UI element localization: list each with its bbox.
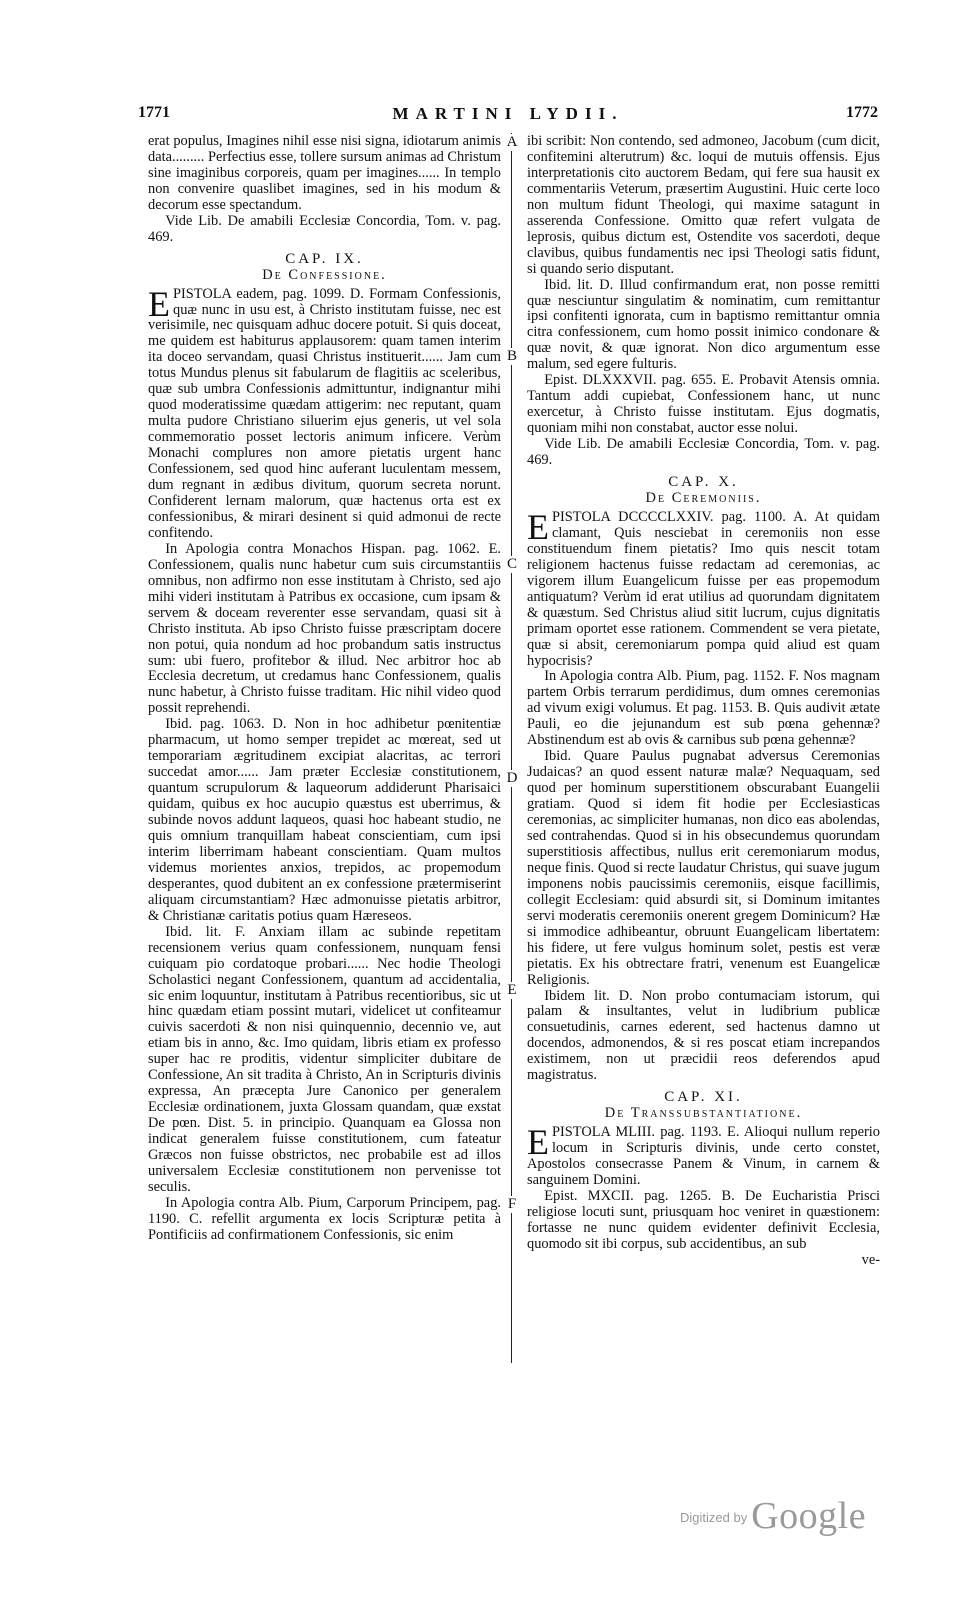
paragraph: Ibid. lit. F. Anxiam illam ac subinde repetitam recensionem verius quam confessionem, nunquam fensi cuiquam pio cordatoque probari...... Nec hodie Theologi Scholastici negant Confessionem, quantum ad accidentalia, sic enim loquuntur, institutam à Patribus recentioribus, sic ut hinc quædam etiam possint mutari, videlicet ut confiteamur cuivis sacerdoti & non nisi quinquennio, decennio ve, aut etiam bis in anno, &c. Imo quidam, libris etiam ex professo super hac re proditis, videntur simpliciter dubitare de Confessione, An sit tradita à Christo, An in Scripturis divinis expressa, An præcepta Jure Canonico per generalem Ecclesiæ ordinationem, juxta Glossam quandam, quæ exstat De pœn. Dist. 5. in principio. Quanquam ea Glossa non indicat generalem fuisse constitutionem, cum fateatur Græcos non fuisse obstrictos, nec probabile est ad illos universalem Ecclesiæ constitutionem non pervenisse tot seculis. <box>148 923 501 1195</box>
left-intro-paragraph: erat populus, Imagines nihil esse nisi signa, idiotarum animis data......... Perfectius esse, tollere sursum animas ad Christum sine imaginibus corporeis, quam per imagines...... In templo non convenire quaslibet imagines, sed in his modum & decorum esse spectandum. <box>148 133 501 213</box>
digitized-by-google-watermark <box>680 1494 866 1538</box>
chapter-heading: CAP. XI. <box>664 1089 743 1106</box>
chapter-title: De Ceremoniis. <box>645 489 762 506</box>
right-column <box>527 134 880 1269</box>
paragraph: Epist. DLXXXVII. pag. 655. E. Probavit Atensis omnia. Tantum addi cupiebat, Confessionem hanc, ut nunc exercetur, à Christo fuisse institutam. Ejus dogmatis, quoniam mihi non constabat, auctor esse nolui. <box>527 372 880 437</box>
paragraph <box>527 506 880 670</box>
cross-reference-note: Vide Lib. De amabili Ecclesiæ Concordia, Tom. v. pag. 469. <box>148 212 501 245</box>
right-intro-paragraph: ibi scribit: Non contendo, sed admoneo, Jacobum (cum dicit, confitemini alterutrum) &c. loqui de mutuis offensis. Ejus interpretationis cito auctorem Bedam, qui fere sua hausit ex commentariis Veterum, præsertim Augustini. Huic certe loco non multum fidunt Theologi, qui maxime satagunt in asserenda Confessione. Omitto quæ refert vulgata de leprosis, quibus dictum est, Ostendite vos sacerdoti, deque clavibus, quibus fundamentis nec ipsi Theologi satis fidunt, si quando serio disputant. <box>527 133 880 277</box>
margin-marker-d: D <box>506 770 518 786</box>
paragraph: In Apologia contra Monachos Hispan. pag. 1062. E. Confessionem, qualis nunc habetur cum suis circumstantiis omnibus, non adfirmo non esse institutam à Christo, sed ajo mihi videri institutam à Patribus ex occasione, cum ipsam & servem & doceam reverenter esse servandam, quasi sit à Christo instituta. Ab ipso Christo fuisse præscriptam docere non potui, quia nondum ad hoc probandum satis instructus sum: ubi fuero, profitebor & illud. Nec arbitror hoc ab Ecclesia decretum, ut credamus hanc Confessionem, qualis nunc habetur, à Christo fuisse traditam. Hic nihil video quod possit reprehendi. <box>148 540 501 717</box>
paragraph-text: PISTOLA DCCCCLXXIV. pag. 1100. A. At quidam clamant, Quis nesciebat in ceremoniis non esse constituendum finem pietatis? Imo quis nescit totam religionem hactenus fuisse redactam ad ceremonias, ac vigorem illum Euangelicum fuisse per eas propemodum antiquatum? Verùm id erat utilius ad quorundam dignitatem & quæstum. Sed Christus aliud sitit lucrum, cujus dignitatis primam oportet esse rationem. Commendent se vera pietate, quæ si absit, ceremoniarum pompa quid aliud est quam hypocrisis? <box>527 508 880 669</box>
paragraph: Epist. MXCII. pag. 1265. B. De Eucharistia Prisci religiose locuti sunt, priusquam hoc veniret in quæstionem: fortasse ne nunc quidem evidenter definivit Ecclesia, quomodo sit ibi corpus, sub accidentibus, an sub <box>527 1187 880 1252</box>
catchword: ve- <box>861 1251 880 1268</box>
running-title: MARTINI LYDII. <box>392 104 624 123</box>
running-header <box>138 104 878 128</box>
paragraph <box>527 1122 880 1189</box>
paragraph: In Apologia contra Alb. Pium, Carporum Principem, pag. 1190. C. refellit argumenta ex locis Scripturæ petita à Pontificiis ad confirmationem Confessionis, sic enim <box>148 1194 501 1243</box>
chapter-heading: CAP. IX. <box>285 250 364 267</box>
digitized-by-text: Digitized by <box>680 1510 748 1525</box>
page-number-left: 1771 <box>138 104 170 121</box>
drop-cap: E <box>527 506 549 547</box>
cross-reference-note: Vide Lib. De amabili Ecclesiæ Concordia, Tom. v. pag. 469. <box>527 436 880 469</box>
margin-marker-b: B <box>506 348 517 364</box>
chapter-heading: CAP. X. <box>668 474 739 491</box>
column-divider <box>511 133 512 1363</box>
paragraph: Ibidem lit. D. Non probo contumaciam istorum, qui palam & insultantes, velut in ludibrium publicæ consuetudinis, carnes ederent, sed hactenus damno ut docendos, admonendos, & si res poscat etiam increpandos existimem, non ut præcidii reos deferendos apud magistratus. <box>527 987 880 1084</box>
margin-marker-f: F <box>505 1196 519 1213</box>
paragraph: Ibid. Quare Paulus pugnabat adversus Ceremonias Judaicas? an quod essent naturæ malæ? Nequaquam, sed quod per hominum superstitionem obscurabant Euangelii gratiam. Quod si idem fit hodie per Ecclesiasticas ceremonias, ac simpliciter humanas, non dico eas abolendas, sed contrahendas. Quod si in his obsecundemus quorundam superstitiosis affectibus, nullus erit ceremoniarum modus, neque finis. Quod si recte laudatur Christus, qui suave jugum imponens nobis paucissimis ceremoniis, eisque facillimis, collegit Ecclesiam: quid absurdi sit, si Dominum imitantes servi moderatis ceremoniis onerent gregem Dominicum? Hæ si immodice adhibeantur, obruunt Euangelicam libertatem: his fidere, ut fere vulgus hominum solet, pestis est veræ pietatis. Ex his obtrectare fratri, venenum est Euangelicæ Religionis. <box>527 748 880 988</box>
left-column <box>148 134 501 1244</box>
paragraph <box>148 283 501 542</box>
paragraph: In Apologia contra Alb. Pium, pag. 1152. F. Nos magnam partem Orbis terrarum perdidimus, dum omnes ceremonias ad vivum exigi volumus. Et pag. 1153. B. Quis audivit ætate Pauli, eo die jejunandum est sub pœna gehennæ? Abstinendum est ab ovis & carnibus sub pœna gehennæ? <box>527 668 880 749</box>
google-logo: Google <box>751 1495 867 1537</box>
page-number-right: 1772 <box>846 104 878 121</box>
margin-marker-c: C <box>506 556 517 572</box>
drop-cap: E <box>148 283 170 324</box>
chapter-title: De Confessione. <box>262 266 387 283</box>
paragraph-text: PISTOLA eadem, pag. 1099. D. Formam Confessionis, quæ nunc in usu est, à Christo institutam fuisse, nec est verisimile, nec quisquam adhuc docere potuit. Si quis doceat, me quidem est habiturus applausorem: quam tamen interim ita doceo servandam, quasi Christus instituerit...... Jam cum totus Mundus plenus sit fabularum de flagitiis ac sceleribus, quæ sub umbra Confessionis admittuntur, indignantur mihi quod moderatissime quædam attigerim: nec reputant, quam multa pudore Christiano siluerim ejus generis, ut vel sola commemoratio posset lectoris animum inficere. Verùm Monachi complures non amore pietatis urgent hanc Confessionem, sed quod hinc auferant luculentam messem, dum regnant in ædibus divitum, quorum secreta norunt. Confiderent lernam malorum, quæ hactenus orta est ex confessionibus, & mirari desinent si quid admonui de recte confitendo. <box>148 285 501 541</box>
chapter-title: De Transsubstantiatione. <box>604 1105 803 1122</box>
paragraph-text: PISTOLA MLIII. pag. 1193. E. Alioqui nullum reperio locum in Scripturis divinis, unde certo constet, Apostolos consecrasse Panem & Vinum, in carnem & sanguinem Domini. <box>527 1124 880 1188</box>
paragraph: Ibid. pag. 1063. D. Non in hoc adhibetur pœnitentiæ pharmacum, ut homo semper trepidet ac mœreat, sed ut temporariam ægritudinem excipiat alacritas, ac terrori succedat amor...... Jam præter Ecclesiæ constitutionem, quantum scrupulorum & laqueorum addiderunt Pharisaici quidam, quibus ex hoc aucupio quæstus est uberrimus, & subinde novos addunt laqueos, quasi hoc habeant studio, ne quis omnium tranquillam habeat conscientiam, cum ipsi interim liberrimam habeant conscientiam. Quam multos videmus morientes anxios, trepidos, ac propemodum desperantes, quod dubitent an ex confessione prætermiserint aliquam circumstantiam? Hæc admonuisse pietatis arbitror, & Christianæ caritatis potius quam Hæreseos. <box>148 716 501 924</box>
margin-marker-e: E <box>505 982 519 999</box>
drop-cap: E <box>527 1122 549 1163</box>
paragraph: Ibid. lit. D. Illud confirmandum erat, non posse remitti quæ nesciuntur singulatim & nominatim, cum remittantur ipsi confitenti ignorata, cum in baptismo remittantur omnia citra confessionem, cum homo possit inimico condonare & quæ novit, & quæ ignorat. Non dico argumentum esse malum, sed egere fulturis. <box>527 276 880 373</box>
margin-marker-a: A <box>506 134 518 150</box>
